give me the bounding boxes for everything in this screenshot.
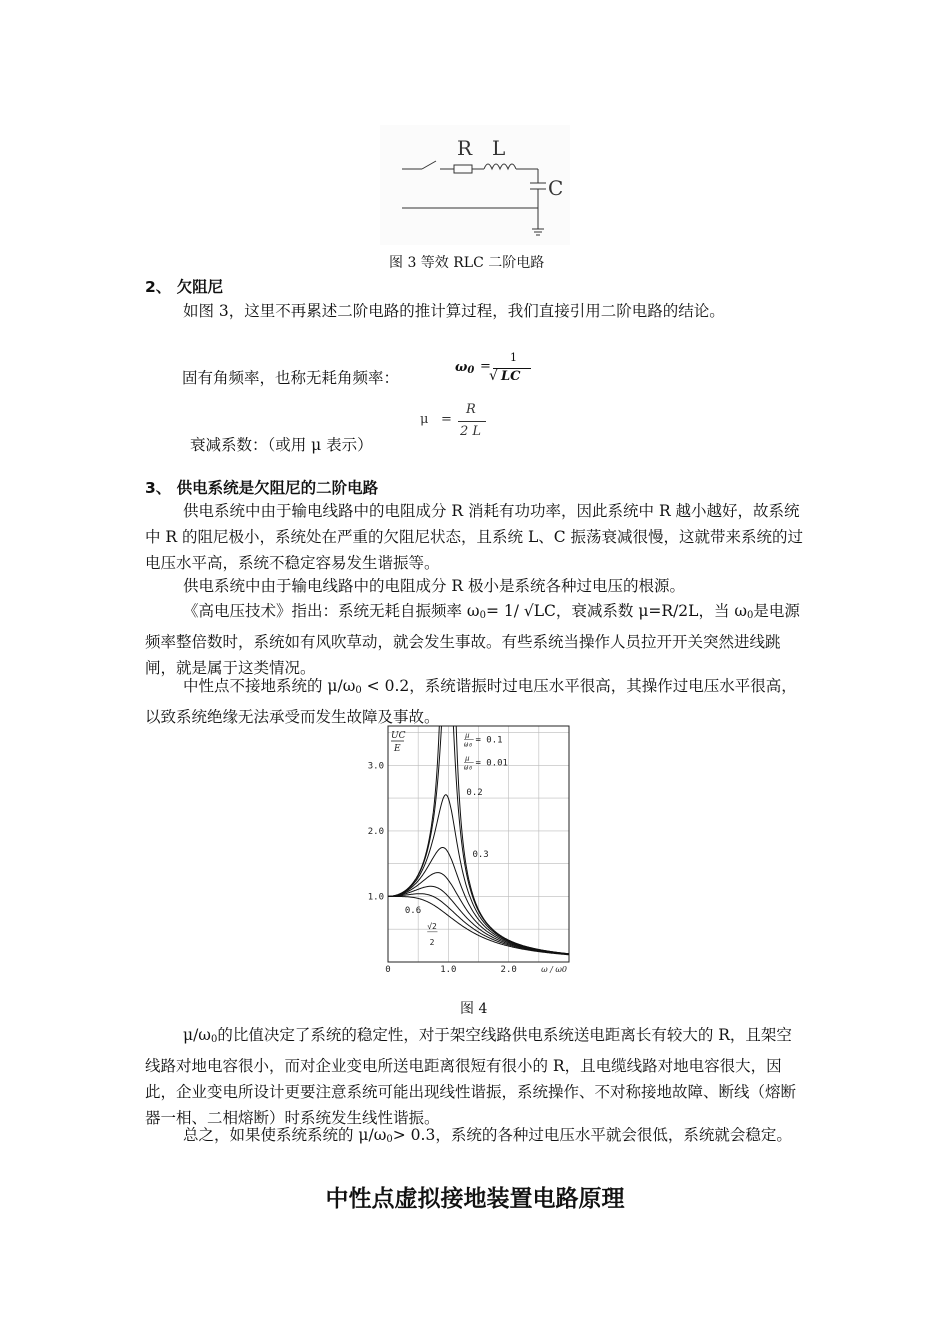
section-3-heading: 3、 供电系统是欠阻尼的二阶电路 [145, 479, 379, 497]
mu-symbol: μ [420, 412, 429, 427]
section-3-paragraph-2: 供电系统中由于输电线路中的电阻成分 R 极小是系统各种过电压的根源。 [183, 577, 686, 595]
omega-formula: $\omega_0$ = 1 √ LC [455, 354, 545, 394]
figure-3-rlc-circuit [380, 125, 570, 245]
curve-label-0.3: 0.3 [472, 850, 489, 861]
legend-w0-1: ω₀ [464, 740, 473, 749]
omega-numerator: 1 [510, 351, 517, 364]
section-2-paragraph: 如图 3，这里不再累述二阶电路的推计算过程，我们直接引用二阶电路的结论。 [183, 302, 725, 320]
x-axis-label: ω / ω0 [541, 965, 567, 974]
inductor-coil [484, 164, 516, 169]
mu-equals: = [441, 412, 452, 427]
resonance-curves-svg [355, 722, 585, 974]
mu-formula [420, 400, 500, 446]
legend-mu-2: μ [465, 754, 470, 763]
figure-4-resonance-chart [355, 722, 585, 974]
figure-3-caption: 图 3 等效 RLC 二阶电路 [389, 255, 545, 271]
curve-label-0.2: 0.2 [466, 787, 483, 798]
rlc-circuit-diagram [380, 125, 570, 245]
y-tick-label: 2.0 [367, 826, 384, 837]
mu-denominator: 2 L [460, 424, 482, 439]
x-tick-label: 1.0 [440, 965, 457, 974]
resistor-symbol [454, 165, 472, 173]
legend-mu-1: μ [465, 731, 470, 740]
y-axis-label-top: UC [391, 731, 406, 741]
figure-4-caption: 图 4 [460, 1001, 488, 1017]
closing-paragraph-1: $\mu/\omega_0$的比值决定了系统的稳定性，对于架空线路供电系统送电距离长有较大的 R，且架空线路对地电容很小，而对企业变电所送电距离很短有很小的 R，且电缆线路对地电容很大，因此，企业变电所设计更要注意系统可能出现线性谐振，系统操作、不对称接地故障、断线（熔断器一相、二相熔断）时系统发生线性谐振。 [145, 1026, 797, 1127]
omega-subscript: 0 [467, 365, 475, 376]
omega-denominator: LC [501, 369, 521, 384]
damping-label: 衰减系数：（或用 μ 表示） [190, 436, 373, 454]
section-2-heading: 2、 欠阻尼 [145, 278, 224, 296]
section-3-paragraph-4: 中性点不接地系统的 $\mu/\omega_0 < 0.2$，系统谐振时过电压水平很高，其操作过电压水平很高，以致系统绝缘无法承受而发生故障及事故。 [145, 677, 797, 726]
section-title: 中性点虚拟接地装置电路原理 [325, 1186, 625, 1212]
curve-label-two: 2 [429, 937, 435, 947]
natural-frequency-label: 固有角频率，也称无耗角频率： [182, 369, 400, 387]
y-tick-label: 1.0 [367, 892, 384, 903]
curve-label-sqrt2: √2 [427, 922, 437, 932]
label-c: C [548, 176, 564, 200]
section-3-paragraph-1: 供电系统中由于输电线路中的电阻成分 R 消耗有功功率，因此系统中 R 越小越好，故系统中 R 的阻尼极小，系统处在严重的欠阻尼状态，且系统 L、C 振荡衰减很慢，这就带来系统的过电压水平高，系统不稳定容易发生谐振等。 [145, 502, 804, 572]
closing-paragraph-2: 总之，如果使系统系统的 $\mu/\omega_0> 0.3$，系统的各种过电压水平就会很低，系统就会稳定。 [183, 1126, 792, 1145]
switch-blade [422, 161, 436, 169]
y-tick-label: 3.0 [367, 761, 384, 772]
label-r: R [457, 136, 473, 160]
legend-value-0.01: = 0.01 [475, 758, 508, 769]
legend-w0-2: ω₀ [464, 763, 473, 772]
label-l: L [492, 136, 506, 160]
omega-equals: = [480, 359, 491, 374]
x-tick-label: 0 [385, 965, 391, 974]
legend-value-0.1: = 0.1 [475, 735, 503, 746]
omega-symbol: ω [455, 360, 468, 375]
section-3-paragraph-3: 《高电压技术》指出：系统无耗自振频率 $\omega_0= 1/$ √LC，衰减系数 μ=R/2L，当 $\omega_0$是电源频率整倍数时，系统如有风吹草动，就会发生事故。有些系统当操作人员拉开开关突然进线跳闸，就是属于这类情况。 [145, 602, 800, 677]
curve-label-0.6: 0.6 [404, 905, 422, 916]
mu-numerator: R [466, 402, 476, 417]
x-tick-label: 2.0 [500, 965, 517, 974]
y-axis-label-bottom: E [394, 744, 401, 754]
